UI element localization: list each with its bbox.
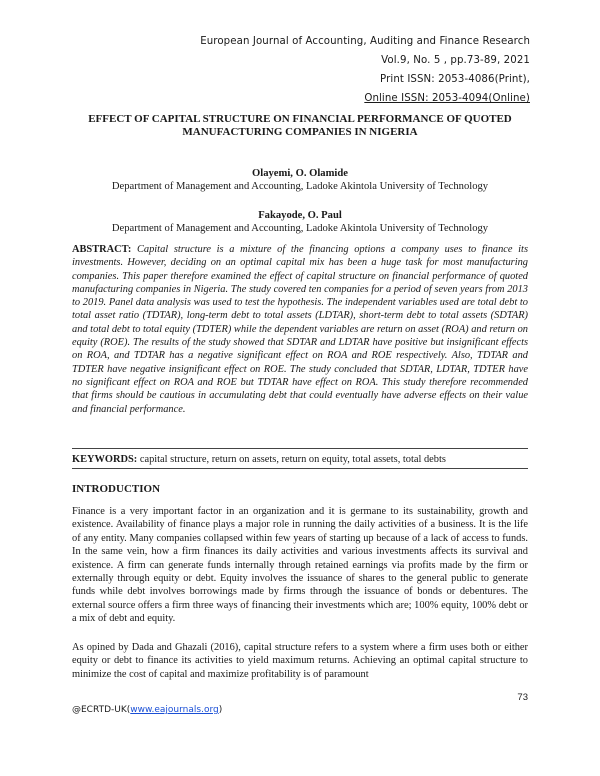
author-block-2 — [70, 209, 530, 235]
journal-website-link[interactable]: www.eajournals.org — [130, 705, 219, 715]
author-name: Olayemi, O. Olamide — [252, 168, 348, 179]
online-issn-text: Online ISSN: 2053-4094(Online) — [364, 93, 530, 104]
page-number: 73 — [517, 692, 528, 703]
footer — [72, 705, 222, 715]
divider — [72, 448, 528, 449]
abstract-text: Capital structure is a mixture of the financing options a company uses to finance its investments. However, deciding on an optimal capital mix has been a huge task for most manufacturing companies. This paper therefore examined the effect of capital structure on financial performance of quoted manufacturing companies in Nigeria. The study covered ten companies for a period of seven years from 2013 to 2019. Panel data analysis was used to test the hypothesis. The independent variables used are total debt to total asset ratio (TDTAR), long-term debt to total assets (LDTAR), short-term debt to total assets (SDTAR) and total debt to total equity (TDTER) while the dependent variables are return on asset (ROA) and return on equity (ROE). The results of the study showed that SDTAR and LDTAR have positive but insignificant effects on ROA, and TDTAR has a negative significant effect on ROA and ROE respectively. Also, TDTAR and TDTER have negative insignificant effect on ROE. The study concluded that SDTAR, LDTAR, TDTER have no significant effect on ROA and ROE but TDTAR have effect on ROA. This study therefore recommended that firms should be cautious in accumulating debt that could eventually have adverse effects on their value and financial performance. — [72, 244, 528, 415]
paper-title: EFFECT OF CAPITAL STRUCTURE ON FINANCIAL PERFORMANCE OF QUOTED MANUFACTURING COMPANIES IN NIGERIA — [88, 113, 512, 138]
print-issn: Print ISSN: 2053-4086(Print), — [380, 74, 530, 85]
online-issn — [364, 93, 530, 104]
author-block-1 — [70, 167, 530, 193]
keywords-label: KEYWORDS: — [72, 454, 138, 465]
keywords — [72, 453, 528, 466]
divider — [72, 468, 528, 469]
abstract — [72, 243, 528, 416]
keywords-text: capital structure, return on assets, return on equity, total assets, total debts — [139, 454, 446, 465]
abstract-label: ABSTRACT: — [72, 244, 132, 255]
author-affiliation: Department of Management and Accounting, Ladoke Akintola University of Technology — [111, 181, 489, 192]
footer-prefix: @ECRTD-UK( — [72, 705, 131, 715]
volume-info: Vol.9, No. 5 , pp.73-89, 2021 — [381, 55, 530, 66]
author-name: Fakayode, O. Paul — [258, 210, 342, 221]
paragraph: Finance is a very important factor in an organization and it is germane to its sustainability, growth and existence. Availability of finance plays a major role in running the daily activities of a business. It is the life of any entity. Many companies collapsed within few years of starting up because of a lack of access to funds. In the same vein, how a firm finances its daily activities and various investments affects its survival and existence. A firm can generate funds internally through retained earnings via profits made by the firm or externally through equity or debt. Equity involves the issuance of shares to the general public to generate funds while debt involves borrowings made by firms through the issuance of bonds or debentures. The external source offers a firm three ways of financing their investments which are; 100% equity, 100% debt or a mix of debt and equity. — [72, 506, 528, 625]
paragraph: As opined by Dada and Ghazali (2016), capital structure refers to a system where a firm uses both or either equity or debt to finance its activities to yield maximum returns. Achieving an optimal capital structure to minimize the cost of capital and maximize profitability is of paramount — [72, 642, 528, 680]
section-heading-introduction: INTRODUCTION — [72, 483, 161, 495]
author-affiliation: Department of Management and Accounting, Ladoke Akintola University of Technology — [111, 223, 489, 234]
journal-name: European Journal of Accounting, Auditing and Finance Research — [200, 36, 530, 47]
footer-suffix: ) — [218, 705, 223, 715]
